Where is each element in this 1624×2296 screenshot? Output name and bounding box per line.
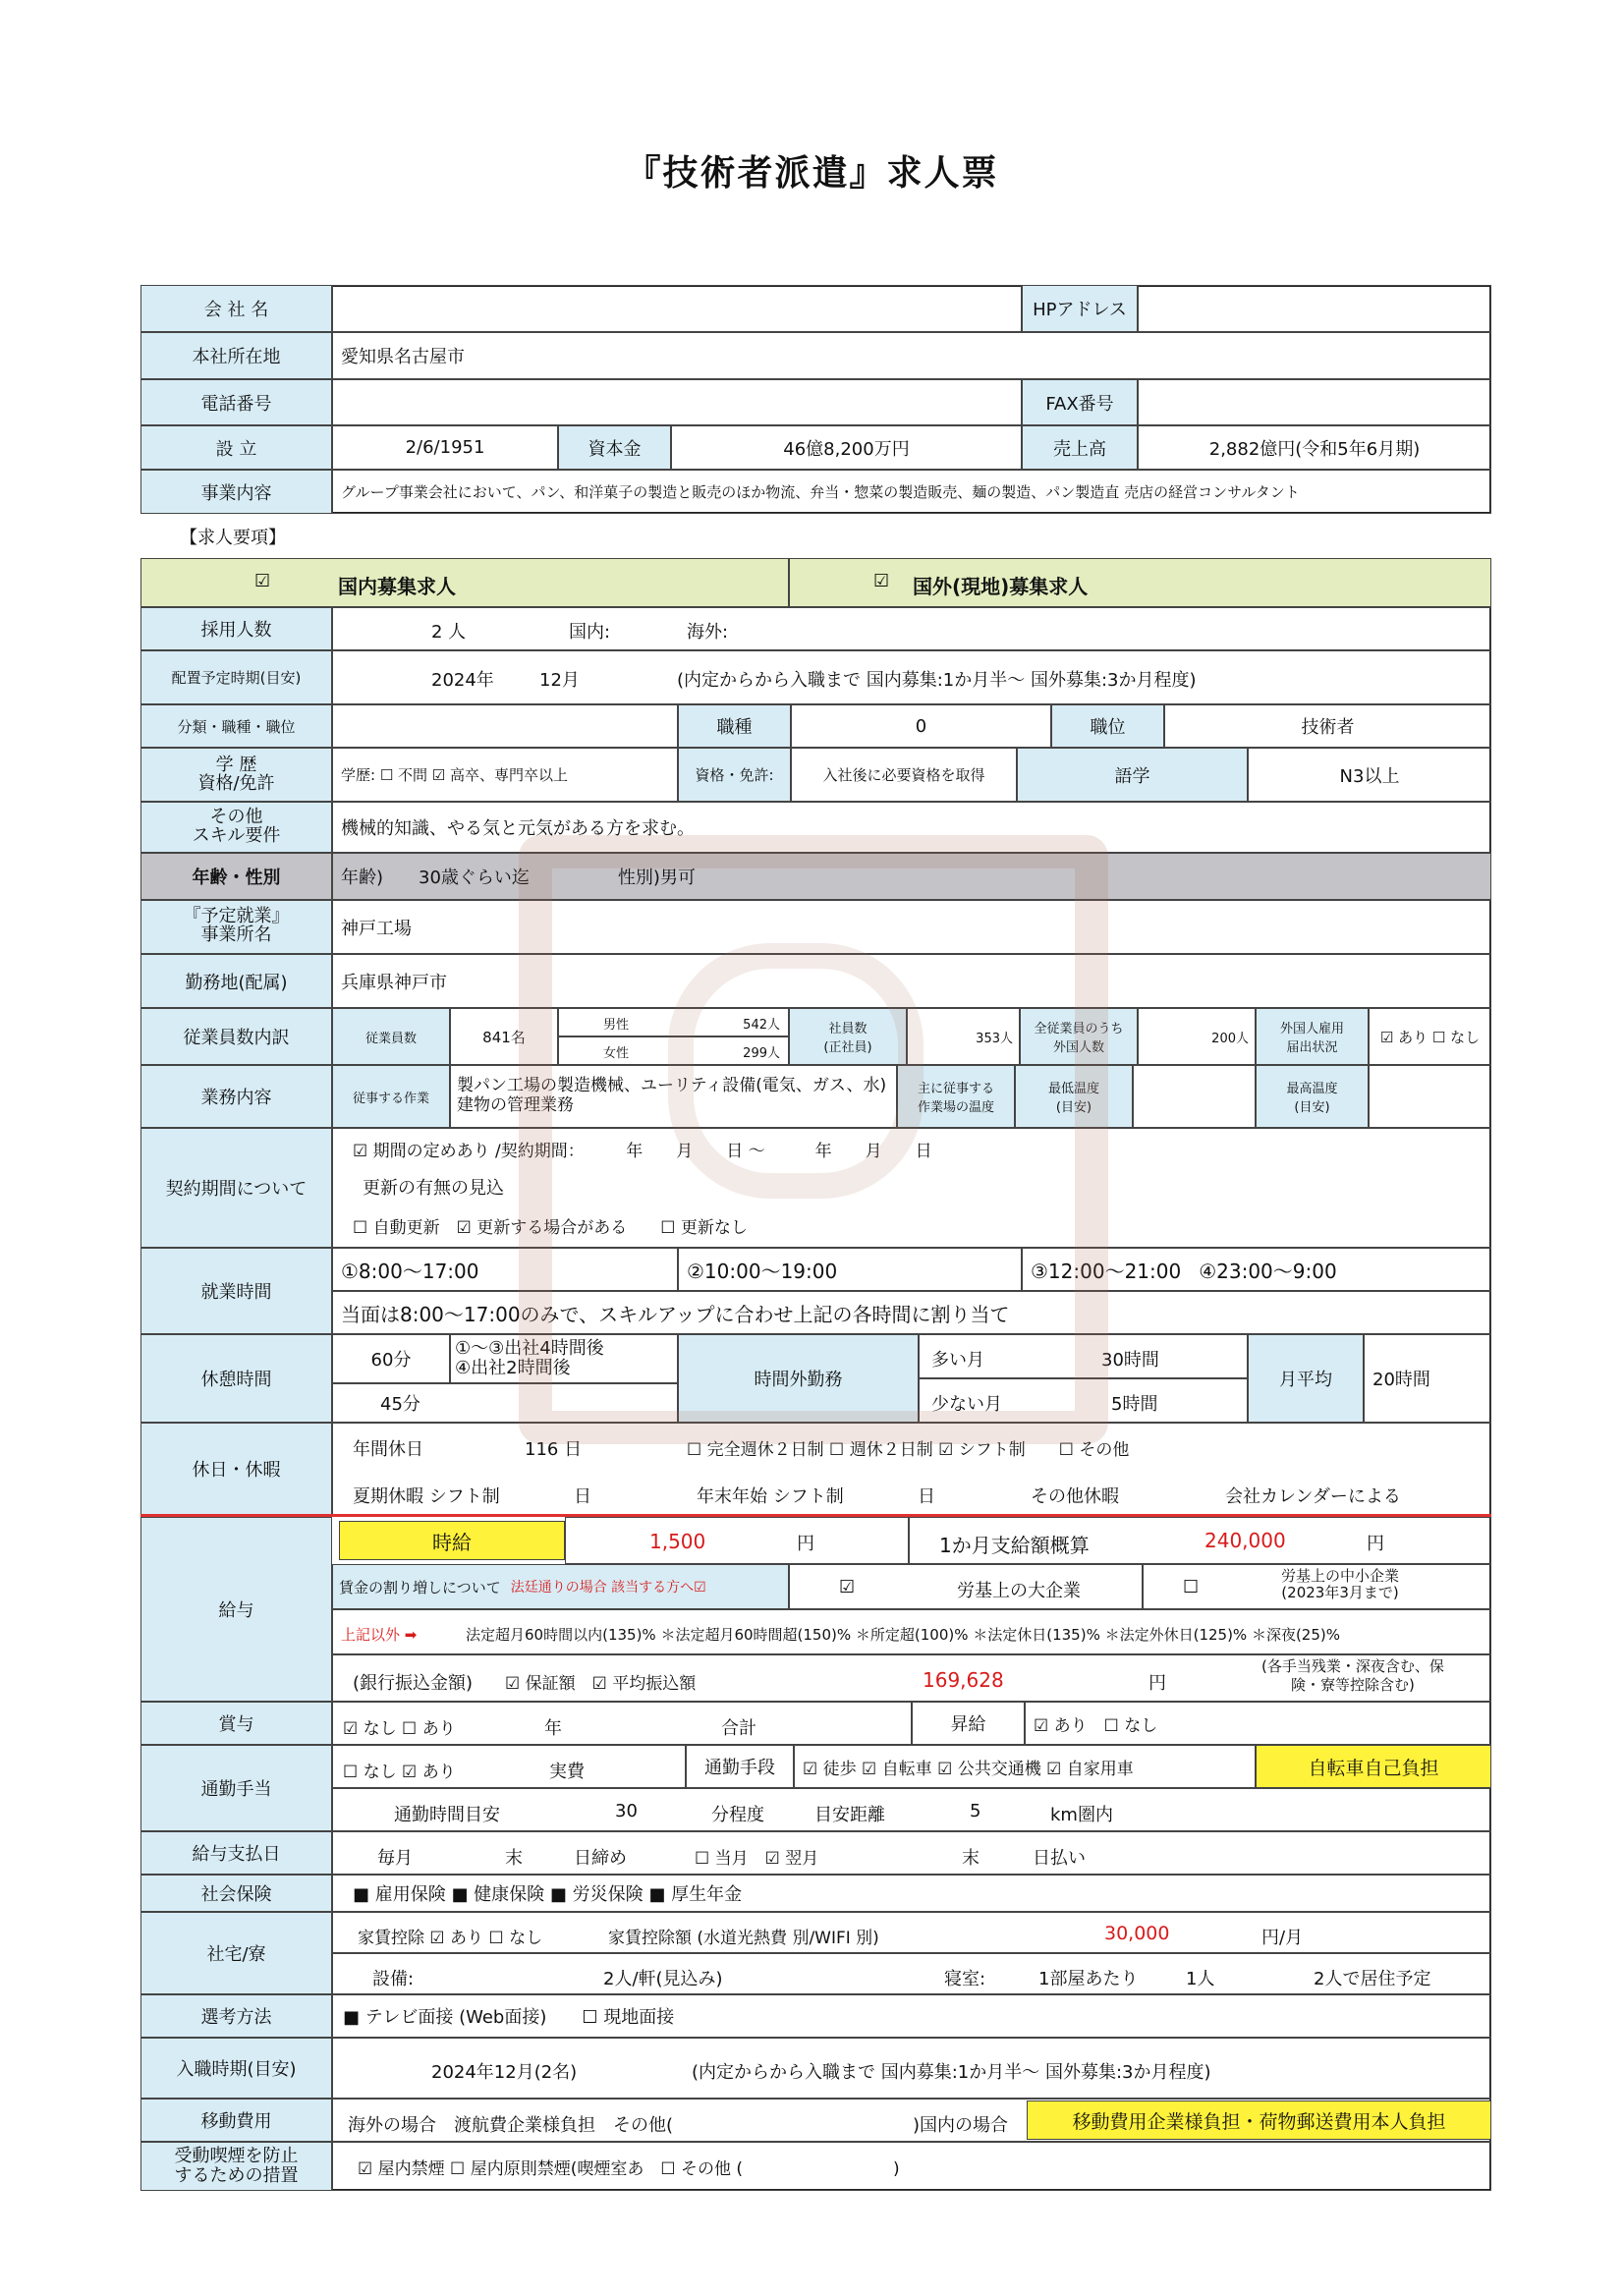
age-value: 年齢) 30歳ぐらい迄 性別)男可 [332,853,1491,900]
capital-value: 46億8,200万円 [671,425,1022,470]
placement-label: 配置予定時期(目安) [140,650,332,704]
hours-note: 当面は8:00〜17:00のみで、スキルアップに合わせ上記の各時間に割り当て [332,1291,1491,1334]
hires-value: 2 人 [431,622,467,643]
commute-means: ☑ 徒歩 ☑ 自転車 ☑ 公共交通機 ☑ 自家用車 [794,1745,1256,1788]
hires-label: 採用人数 [140,607,332,650]
housing-rent-row [332,1912,1491,1953]
hourly-value: 1,500 [649,1530,706,1553]
payday-label: 給与支払日 [140,1831,332,1875]
company-name-label: 会 社 名 [140,285,332,332]
room-value: 1部屋あたり [1038,1969,1139,1989]
hp-label: HPアドレス [1022,285,1138,332]
education-value: 学歴: ☐ 不問 ☑ 高卒、専門卒以上 [332,748,678,802]
commute-pay [332,1745,686,1788]
monthly-label: 1か月支給額概算 [939,1534,1090,1557]
commute-time-row [332,1788,1491,1831]
foreign-notice-label: 外国人雇用 届出状況 [1256,1008,1369,1065]
payday-row: 毎月 末 日締め ☐ 当月 ☑ 翌月 末 日払い [332,1831,1491,1875]
skill-value: 機械的知識、やる気と元気がある方を求む。 [332,802,1491,853]
foreign-ratio-label: 全従業員のうち 外国人数 [1020,1008,1138,1065]
placement-note: (内定からから入職まで 国内募集:1か月半〜 国外募集:3か月程度) [677,670,1197,691]
moving-domestic-note: 移動費用企業様負担・荷物郵送費用本人負担 [1027,2100,1491,2140]
duty-label: 業務内容 [140,1065,332,1128]
sales-value: 2,882億円(令和5年6月期) [1138,425,1491,470]
requirements-section-label: 【求人要項】 [180,528,286,548]
male-row: 男性 542人 [558,1008,789,1036]
premium-check[interactable]: ☑ [839,1577,856,1597]
rent-value: 30,000 [1104,1923,1170,1944]
commute-options: ☐ なし ☑ あり [343,1763,456,1782]
bonus-options: ☑ なし ☐ あり [343,1719,456,1739]
holiday-row [332,1423,1491,1515]
summer-label: 夏期休暇 シフト制 [353,1486,500,1507]
housing-facility-row [332,1953,1491,1994]
staff-count-label: 従業員数 [332,1008,450,1065]
skill-label: その他 スキル要件 [140,802,332,853]
shift-1: ①8:00〜17:00 [332,1248,678,1291]
insurance-label: 社会保険 [140,1875,332,1912]
bonus-year: 年 [544,1718,562,1739]
regular-label: 社員数 (正社員) [789,1008,907,1065]
break-1: 60分 [332,1334,450,1383]
site-value: 神戸工場 [332,900,1491,954]
bonus-total: 合計 [721,1718,756,1739]
rent-unit: 円/月 [1261,1928,1304,1948]
distance-label: 目安距離 [814,1805,885,1825]
overtime-label: 時間外勤務 [678,1334,919,1423]
category-value [332,704,678,748]
business-label: 事業内容 [140,470,332,514]
selection-label: 選考方法 [140,1994,332,2038]
bonus-label: 賞与 [140,1702,332,1745]
raise-options: ☑ あり ☐ なし [1025,1702,1491,1745]
small-label: 労基上の中小企業 (2023年3月まで) [1281,1567,1400,1602]
facility-label: 設備: [372,1969,415,1989]
staff-count-value: 841名 [450,1008,558,1065]
salary-label: 給与 [140,1517,332,1702]
raise-label: 昇給 [912,1702,1025,1745]
established-value: 2/6/1951 [332,425,558,470]
start-note: (内定からから入職まで 国内募集:1か月半〜 国外募集:3か月程度) [692,2062,1211,2083]
start-value: 2024年12月(2名) [431,2062,578,2083]
contract-renew-title: 更新の有無の見込 [363,1178,504,1199]
hires-row [332,607,1491,650]
break-2: 45分 [332,1383,678,1423]
contract-renew-options: ☐ 自動更新 ☑ 更新する場合がある ☐ 更新なし [353,1218,748,1238]
overtime-avg-label: 月平均 [1248,1334,1364,1423]
newyear-unit: 日 [918,1486,935,1507]
bank-row [332,1654,1491,1702]
position-value: 技術者 [1164,704,1491,748]
large-company-label: 労基上の大企業 [957,1581,1081,1601]
hires-domestic: 国内: [569,622,611,643]
monthly-unit: 円 [1367,1534,1384,1554]
staff-label: 従業員数内訳 [140,1008,332,1065]
annual-holiday-label: 年間休日 [353,1439,423,1460]
shift-3-4: ③12:00〜21:00 ④23:00〜9:00 [1022,1248,1491,1291]
smoking-value: ☑ 屋内禁煙 ☐ 屋内原則禁煙(喫煙室あ ☐ その他 ( ) [332,2142,1491,2191]
rates-row [332,1609,1491,1654]
premium-small [1143,1564,1491,1609]
housing-label: 社宅/寮 [140,1912,332,1994]
small-check[interactable]: ☐ [1183,1577,1200,1597]
foreign-notice-value: ☑ あり ☐ なし [1369,1008,1491,1065]
rates-value: 法定超月60時間以内(135)% ＊法定超月60時間超(150)% ＊所定超(100)% ＊法定休日(135)% ＊法定外休日(125)% ＊深夜(25)% [466,1626,1340,1644]
phone-value [332,379,1022,425]
placement-row [332,650,1491,704]
other-holiday-value: 会社カレンダーによる [1225,1486,1401,1507]
foreign-ratio-value: 200人 [1138,1008,1256,1065]
holiday-label: 休日・休暇 [140,1423,332,1515]
job-type-value: 0 [791,704,1051,748]
commute-means-label: 通勤手段 [686,1745,794,1788]
holiday-options: ☐ 完全週休２日制 ☐ 週休２日制 ☑ シフト制 ☐ その他 [687,1440,1130,1460]
company-name-value [332,285,1022,332]
contract-period: ☑ 期間の定めあり /契約期間： 年 月 日 〜 年 月 日 [353,1142,932,1161]
duty-work-label: 従事する作業 [332,1065,450,1128]
temp-label: 主に従事する 作業場の温度 [897,1065,1015,1128]
established-label: 設 立 [140,425,332,470]
overtime-few: 少ない月 5時間 [919,1378,1248,1423]
address-value: 愛知県名古屋市 [332,332,1491,379]
other-rates-label: 上記以外 ➡ [341,1626,418,1644]
smoking-label: 受動喫煙を防止 するための措置 [140,2142,332,2191]
education-label: 学 歴 資格/免許 [140,748,332,802]
hourly-label: 時給 [339,1521,565,1560]
category-label: 分類・職種・職位 [140,704,332,748]
commute-time-unit: 分程度 [711,1805,764,1825]
location-label: 勤務地(配属) [140,954,332,1008]
address-label: 本社所在地 [140,332,332,379]
placement-month: 12月 [539,670,580,691]
business-value: グループ事業会社において、パン、和洋菓子の製造と販売のほか物流、弁当・惣菜の製造販売、麺の製造、パン製造直 売店の経営コンサルタント [332,470,1491,514]
temp-min-value [1133,1065,1256,1128]
regular-value: 353人 [907,1008,1020,1065]
hours-label: 就業時間 [140,1248,332,1334]
commute-label: 通勤手当 [140,1745,332,1831]
break-notes: ①〜③出社4時間後 ④出社2時間後 [450,1334,678,1383]
sales-label: 売上高 [1022,425,1138,470]
summer-unit: 日 [574,1486,591,1507]
domestic-header [140,558,789,607]
monthly-row [909,1517,1491,1564]
fax-label: FAX番号 [1022,379,1138,425]
facility-value: 2人/軒(見込み) [603,1969,723,1989]
contract-row [332,1128,1491,1248]
fax-value [1138,379,1491,425]
hourly-row [565,1517,909,1564]
premium-label: 賃金の割り増しについて 法廷通りの場合 該当する方へ☑ [332,1564,789,1609]
license-label: 資格・免許: [678,748,791,802]
duty-work-value: 製パン工場の製造機械、ユーリティ設備(電気、ガス、水)建物の管理業務 [450,1065,897,1128]
shift-2: ②10:00〜19:00 [678,1248,1022,1291]
page-title: 『技術者派遣』求人票 [625,153,999,194]
hourly-unit: 円 [797,1534,814,1554]
monthly-value: 240,000 [1204,1529,1286,1552]
language-value: N3以上 [1248,748,1491,802]
room-label: 寝室: [944,1969,986,1989]
hp-value [1138,285,1491,332]
overseas-checkbox[interactable]: ☑ [873,571,890,591]
annual-holiday-value: 116 日 [525,1439,583,1460]
contract-label: 契約期間について [140,1128,332,1248]
commute-time-value: 30 [615,1801,638,1821]
moving-overseas: 海外の場合 渡航費企業様負担 その他( [348,2115,674,2136]
position-label: 職位 [1051,704,1164,748]
temp-max-label: 最高温度 (目安) [1256,1065,1369,1128]
bank-note: (各手当残業・深夜含む、保 険・寮等控除含む) [1261,1657,1444,1694]
break-label: 休憩時間 [140,1334,332,1423]
newyear-label: 年末年始 シフト制 [697,1486,844,1507]
overseas-label: 国外(現地)募集求人 [913,575,1089,598]
overseas-header [789,558,1491,607]
phone-label: 電話番号 [140,379,332,425]
bike-note: 自転車自己負担 [1256,1745,1491,1788]
room-note: 2人で居住予定 [1314,1969,1431,1989]
rent-amount-label: 家賃控除額 (水道光熱費 別/WIFI 別) [608,1929,879,1948]
hires-overseas: 海外: [687,622,729,643]
start-row [332,2038,1491,2099]
license-value: 入社後に必要資格を取得 [791,748,1017,802]
bank-options: ☑ 保証額 ☑ 平均振込額 [505,1674,697,1694]
moving-label: 移動費用 [140,2099,332,2142]
location-value: 兵庫県神戸市 [332,954,1491,1008]
premium-large [789,1564,1143,1609]
bonus-row [332,1702,912,1745]
rent-label: 家賃控除 ☑ あり ☐ なし [358,1929,543,1948]
capital-label: 資本金 [558,425,671,470]
commute-time-label: 通勤時間目安 [394,1805,500,1825]
overtime-many: 多い月 30時間 [919,1334,1248,1378]
overtime-avg-value: 20時間 [1364,1334,1491,1423]
site-label: 『予定就業』 事業所名 [140,900,332,954]
insurance-value: ■ 雇用保険 ■ 健康保険 ■ 労災保険 ■ 厚生年金 [332,1875,1491,1912]
distance-unit: km圏内 [1050,1805,1113,1825]
female-row: 女性 299人 [558,1036,789,1065]
commute-cost: 実費 [549,1762,585,1782]
bank-label: (銀行振込金額) [353,1673,474,1694]
job-type-label: 職種 [678,704,791,748]
domestic-label: 国内募集求人 [338,575,456,598]
placement-year: 2024年 [431,670,494,691]
bank-unit: 円 [1148,1673,1166,1694]
other-holiday-label: その他休暇 [1031,1486,1119,1507]
age-label: 年齢・性別 [140,853,332,900]
temp-min-label: 最低温度 (目安) [1015,1065,1133,1128]
room-people: 1人 [1186,1969,1215,1989]
moving-domestic: )国内の場合 [913,2115,1009,2136]
distance-value: 5 [970,1801,981,1821]
selection-value: ■ テレビ面接 (Web面接) ☐ 現地面接 [332,1994,1491,2038]
language-label: 語学 [1017,748,1248,802]
domestic-checkbox[interactable]: ☑ [254,571,271,591]
bank-value: 169,628 [923,1668,1004,1692]
start-label: 入職時期(目安) [140,2038,332,2099]
temp-max-value [1369,1065,1491,1128]
